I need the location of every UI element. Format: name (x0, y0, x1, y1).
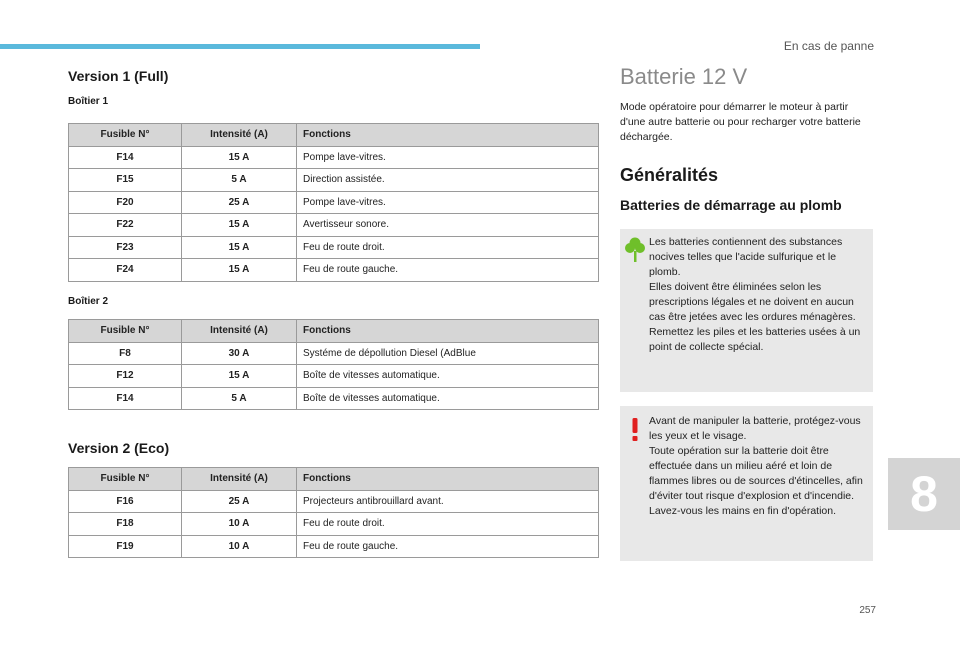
function-cell: Feu de route gauche. (297, 259, 599, 282)
fuse-table-version2 (68, 467, 599, 558)
generalites-heading: Généralités (620, 165, 719, 185)
warning-note-text (649, 414, 869, 519)
col-functions: Fonctions (297, 468, 599, 491)
warning-note-line: Toute opération sur la batterie doit être effectuée dans un milieu aéré et loin de flammes libres ou de sources d'étincelles, afin d'éviter tout risque d'explosion et d'incendie. (649, 445, 863, 502)
table-row (69, 214, 599, 237)
intensity-cell: 15 A (182, 365, 297, 388)
exclamation-icon (624, 416, 646, 442)
col-intensity: Intensité (A) (182, 320, 297, 343)
fuse-number-cell: F16 (69, 490, 182, 513)
fuse-number-cell: F12 (69, 365, 182, 388)
function-cell: Feu de route gauche. (297, 535, 599, 558)
lead-battery-heading: Batteries de démarrage au plomb (620, 197, 842, 213)
eco-note-line: Remettez les piles et les batteries usées à un point de collecte spécial. (649, 326, 861, 353)
table-row (69, 513, 599, 536)
intensity-cell: 25 A (182, 191, 297, 214)
intensity-cell: 15 A (182, 146, 297, 169)
col-functions: Fonctions (297, 124, 599, 147)
intensity-cell: 25 A (182, 490, 297, 513)
section-title: En cas de panne (783, 39, 874, 53)
eco-note-box (620, 229, 873, 392)
function-cell: Feu de route droit. (297, 513, 599, 536)
intensity-cell: 5 A (182, 169, 297, 192)
function-cell: Projecteurs antibrouillard avant. (297, 490, 599, 513)
warning-note-line: Lavez-vous les mains en fin d'opération. (649, 505, 837, 517)
intensity-cell: 5 A (182, 387, 297, 410)
table-row (69, 387, 599, 410)
intensity-cell: 15 A (182, 214, 297, 237)
col-intensity: Intensité (A) (182, 124, 297, 147)
function-cell: Boîte de vitesses automatique. (297, 365, 599, 388)
warning-note-line: Avant de manipuler la batterie, protégez-vous les yeux et le visage. (649, 415, 861, 442)
col-intensity: Intensité (A) (182, 468, 297, 491)
boitier2-label: Boîtier 2 (68, 296, 109, 307)
version1-title: Version 1 (Full) (68, 68, 169, 84)
function-cell: Direction assistée. (297, 169, 599, 192)
battery-intro: Mode opératoire pour démarrer le moteur à partir d'une autre batterie ou pour recharger votre batterie déchargée. (620, 101, 861, 143)
fuse-number-cell: F20 (69, 191, 182, 214)
function-cell: Pompe lave-vitres. (297, 146, 599, 169)
function-cell: Systéme de dépollution Diesel (AdBlue (297, 342, 599, 365)
header-accent-bar (0, 44, 480, 49)
intensity-cell: 10 A (182, 535, 297, 558)
function-cell: Boîte de vitesses automatique. (297, 387, 599, 410)
col-functions: Fonctions (297, 320, 599, 343)
eco-note-text (649, 235, 869, 355)
fuse-number-cell: F22 (69, 214, 182, 237)
function-cell: Pompe lave-vitres. (297, 191, 599, 214)
table-row (69, 191, 599, 214)
fuse-number-cell: F14 (69, 387, 182, 410)
boitier1-label: Boîtier 1 (68, 96, 109, 107)
fuse-table-boitier1 (68, 123, 599, 282)
table-row (69, 259, 599, 282)
table-row (69, 146, 599, 169)
col-fuse-number: Fusible N° (69, 124, 182, 147)
page-number: 257 (859, 605, 876, 616)
eco-note-line: Les batteries contiennent des substances nocives telles que l'acide sulfurique et le plomb. (649, 236, 843, 278)
table-row (69, 169, 599, 192)
fuse-number-cell: F15 (69, 169, 182, 192)
fuse-number-cell: F18 (69, 513, 182, 536)
chapter-tab: 8 (888, 458, 960, 530)
col-fuse-number: Fusible N° (69, 320, 182, 343)
fuse-table-boitier2 (68, 319, 599, 410)
function-cell: Avertisseur sonore. (297, 214, 599, 237)
tree-icon (624, 237, 646, 263)
fuse-number-cell: F24 (69, 259, 182, 282)
col-fuse-number: Fusible N° (69, 468, 182, 491)
intensity-cell: 30 A (182, 342, 297, 365)
table-row (69, 490, 599, 513)
fuse-number-cell: F19 (69, 535, 182, 558)
eco-note-line: Elles doivent être éliminées selon les prescriptions légales et ne doivent en aucun cas être jetées avec les ordures ménagères. (649, 281, 856, 323)
battery-title: Batterie 12 V (620, 64, 748, 89)
version2-title: Version 2 (Eco) (68, 440, 170, 456)
intensity-cell: 10 A (182, 513, 297, 536)
warning-note-box (620, 406, 873, 561)
fuse-number-cell: F23 (69, 236, 182, 259)
table-row (69, 365, 599, 388)
table-row (69, 342, 599, 365)
table-row (69, 236, 599, 259)
intensity-cell: 15 A (182, 236, 297, 259)
intensity-cell: 15 A (182, 259, 297, 282)
table-row (69, 535, 599, 558)
function-cell: Feu de route droit. (297, 236, 599, 259)
fuse-number-cell: F8 (69, 342, 182, 365)
fuse-number-cell: F14 (69, 146, 182, 169)
